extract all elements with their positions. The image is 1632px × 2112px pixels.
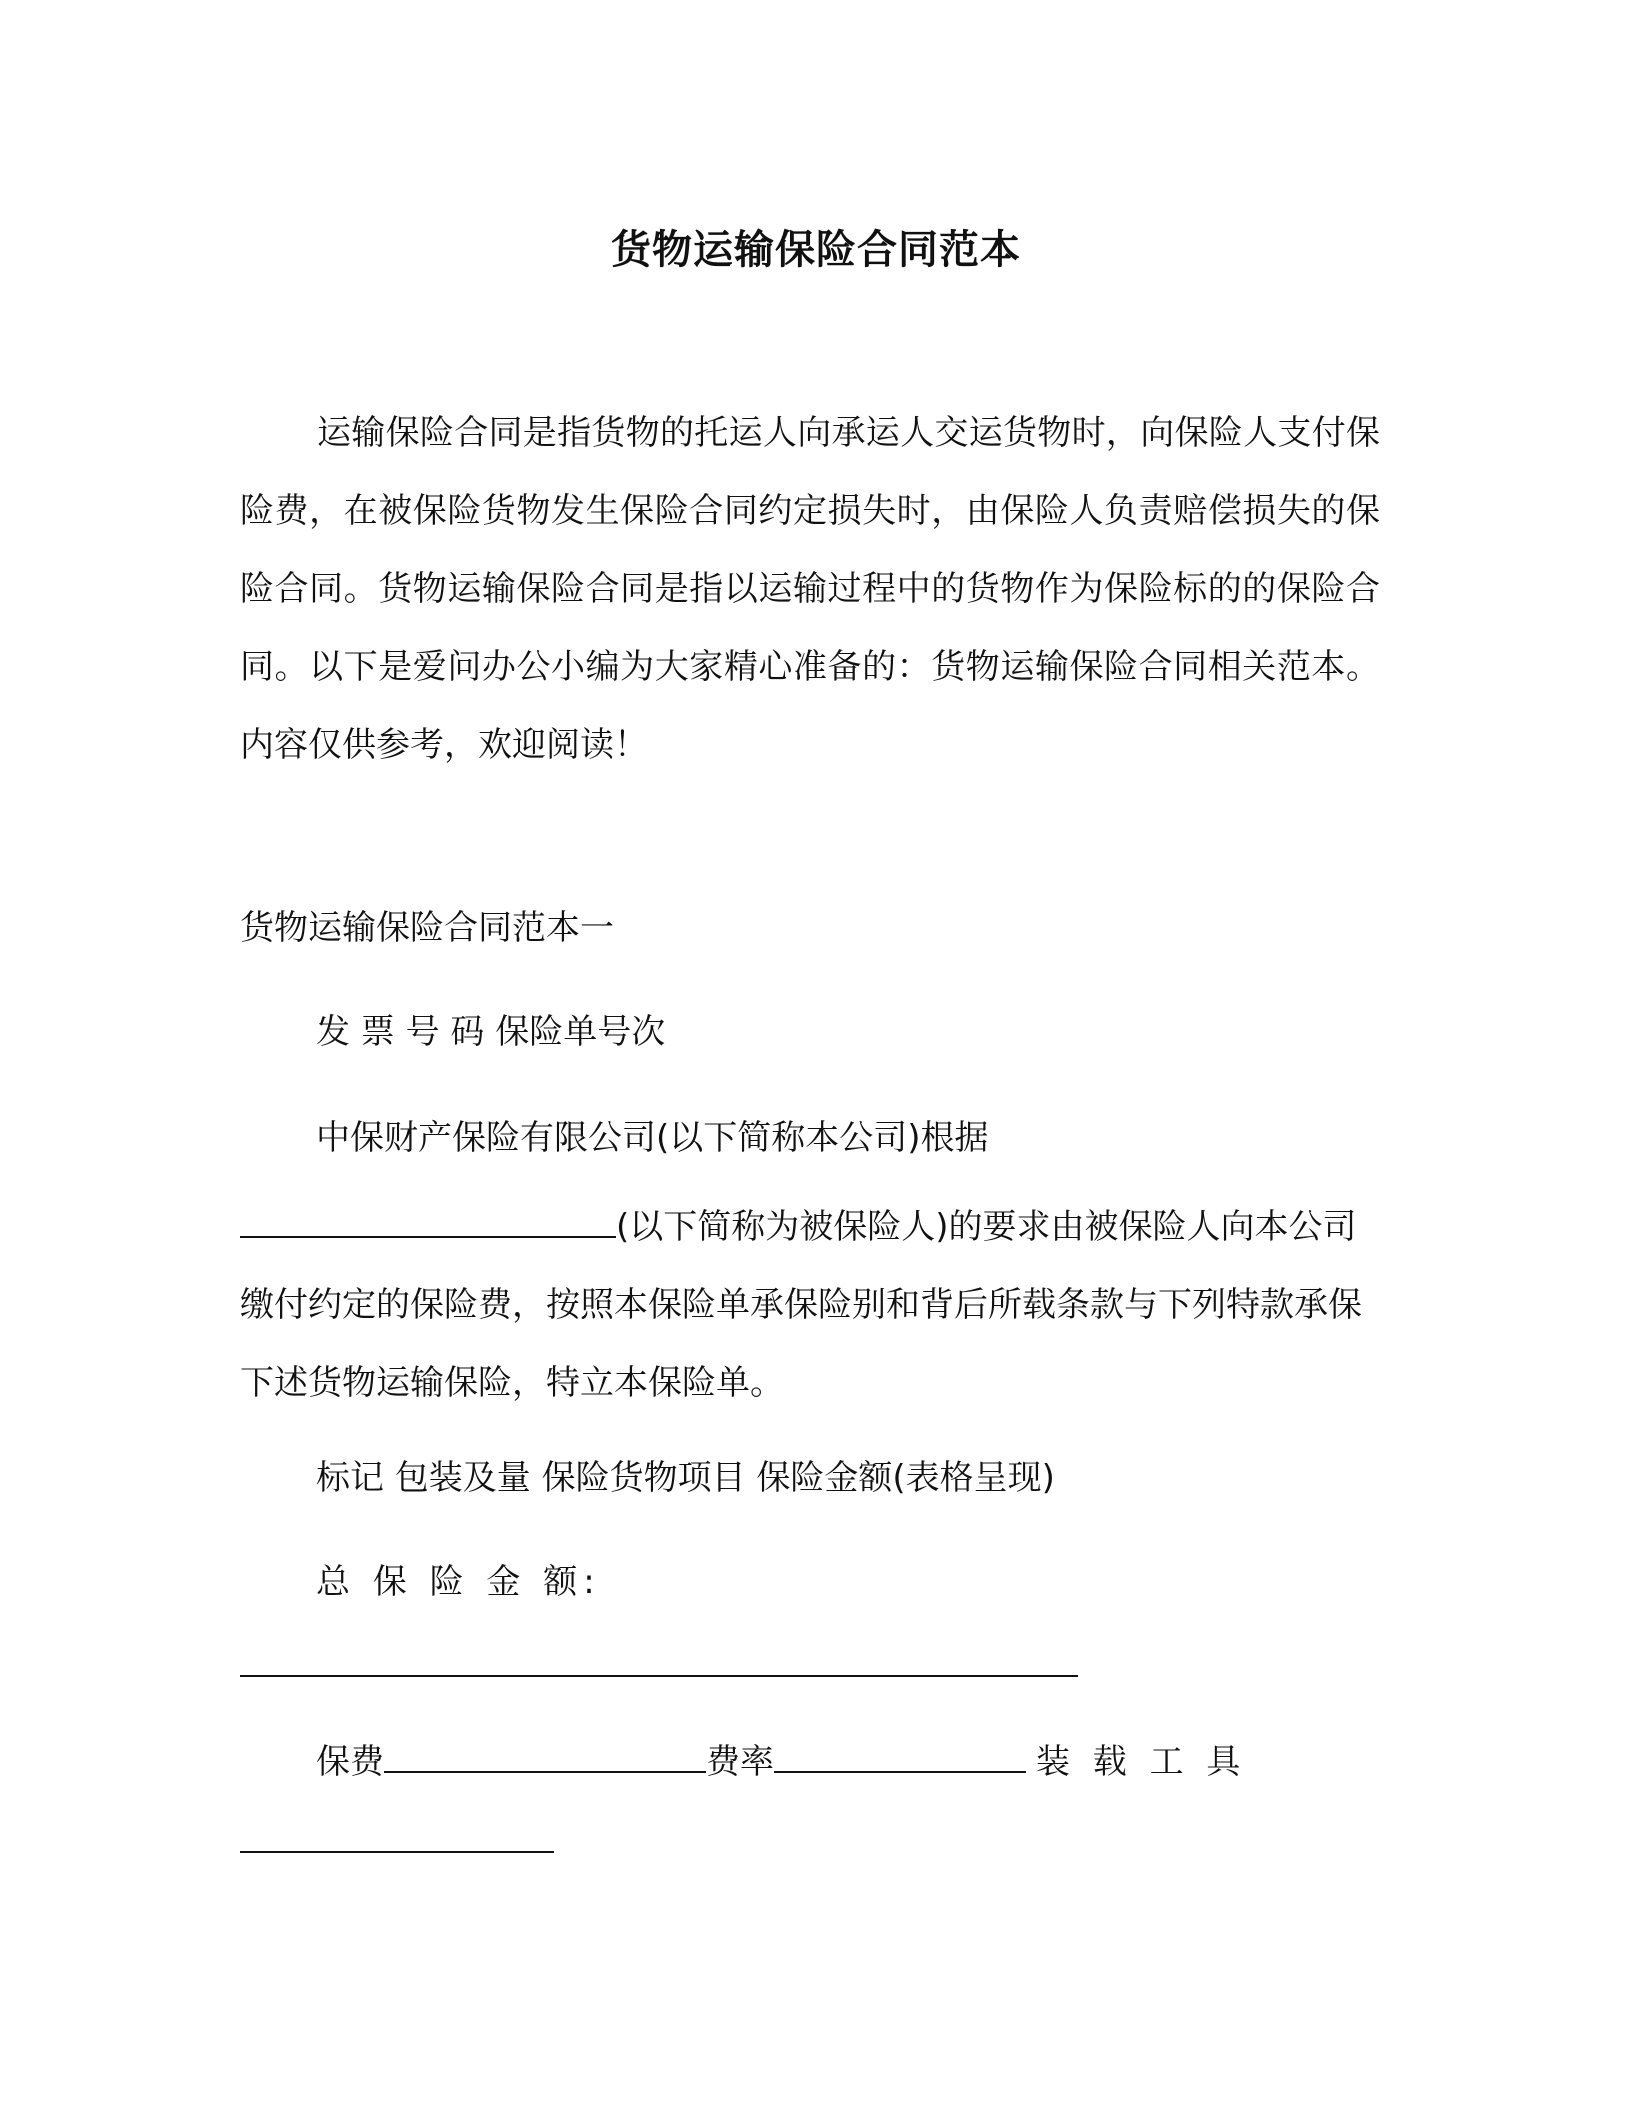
insured-paragraph-text: (以下简称为被保险人)的要求由被保险人向本公司缴付约定的保险费，按照本保险单承保险别和背后所载条款与下列特款承保下述货物运输保险，特立本保险单。 (240, 1207, 1362, 1403)
insured-name-blank[interactable] (240, 1202, 616, 1238)
company-line: 中保财产保险有限公司(以下简称本公司)根据 (316, 1118, 989, 1158)
premium-blank[interactable] (384, 1737, 706, 1773)
rate-label: 费率 (706, 1742, 774, 1782)
table-line: 标记 包装及量 保险货物项目 保险金额(表格呈现) (316, 1458, 1055, 1498)
vehicle-blank-row (240, 1816, 554, 1868)
premium-row (316, 1736, 1246, 1788)
invoice-line: 发 票 号 码 保险单号次 (316, 1012, 666, 1052)
vehicle-label: 装 载 工 具 (1036, 1742, 1247, 1782)
total-amount-blank-row (240, 1640, 1078, 1692)
intro-paragraph: 运输保险合同是指货物的托运人向承运人交运货物时，向保险人支付保险费，在被保险货物发生保险合同约定损失时，由保险人负责赔偿损失的保险合同。货物运输保险合同是指以运输过程中的货物作为保险标的的保险合同。以下是爱问办公小编为大家精心准备的：货物运输保险合同相关范本。内容仅供参考，欢迎阅读！ (240, 413, 1380, 765)
total-amount-blank[interactable] (240, 1641, 1078, 1677)
rate-blank[interactable] (774, 1737, 1026, 1773)
section-heading: 货物运输保险合同范本一 (240, 908, 614, 948)
insured-paragraph (240, 1188, 1390, 1422)
vehicle-blank[interactable] (240, 1817, 554, 1853)
total-amount-label: 总 保 险 金 额: (316, 1562, 601, 1602)
document-title: 货物运输保险合同范本 (611, 227, 1021, 273)
premium-label: 保费 (316, 1742, 384, 1782)
